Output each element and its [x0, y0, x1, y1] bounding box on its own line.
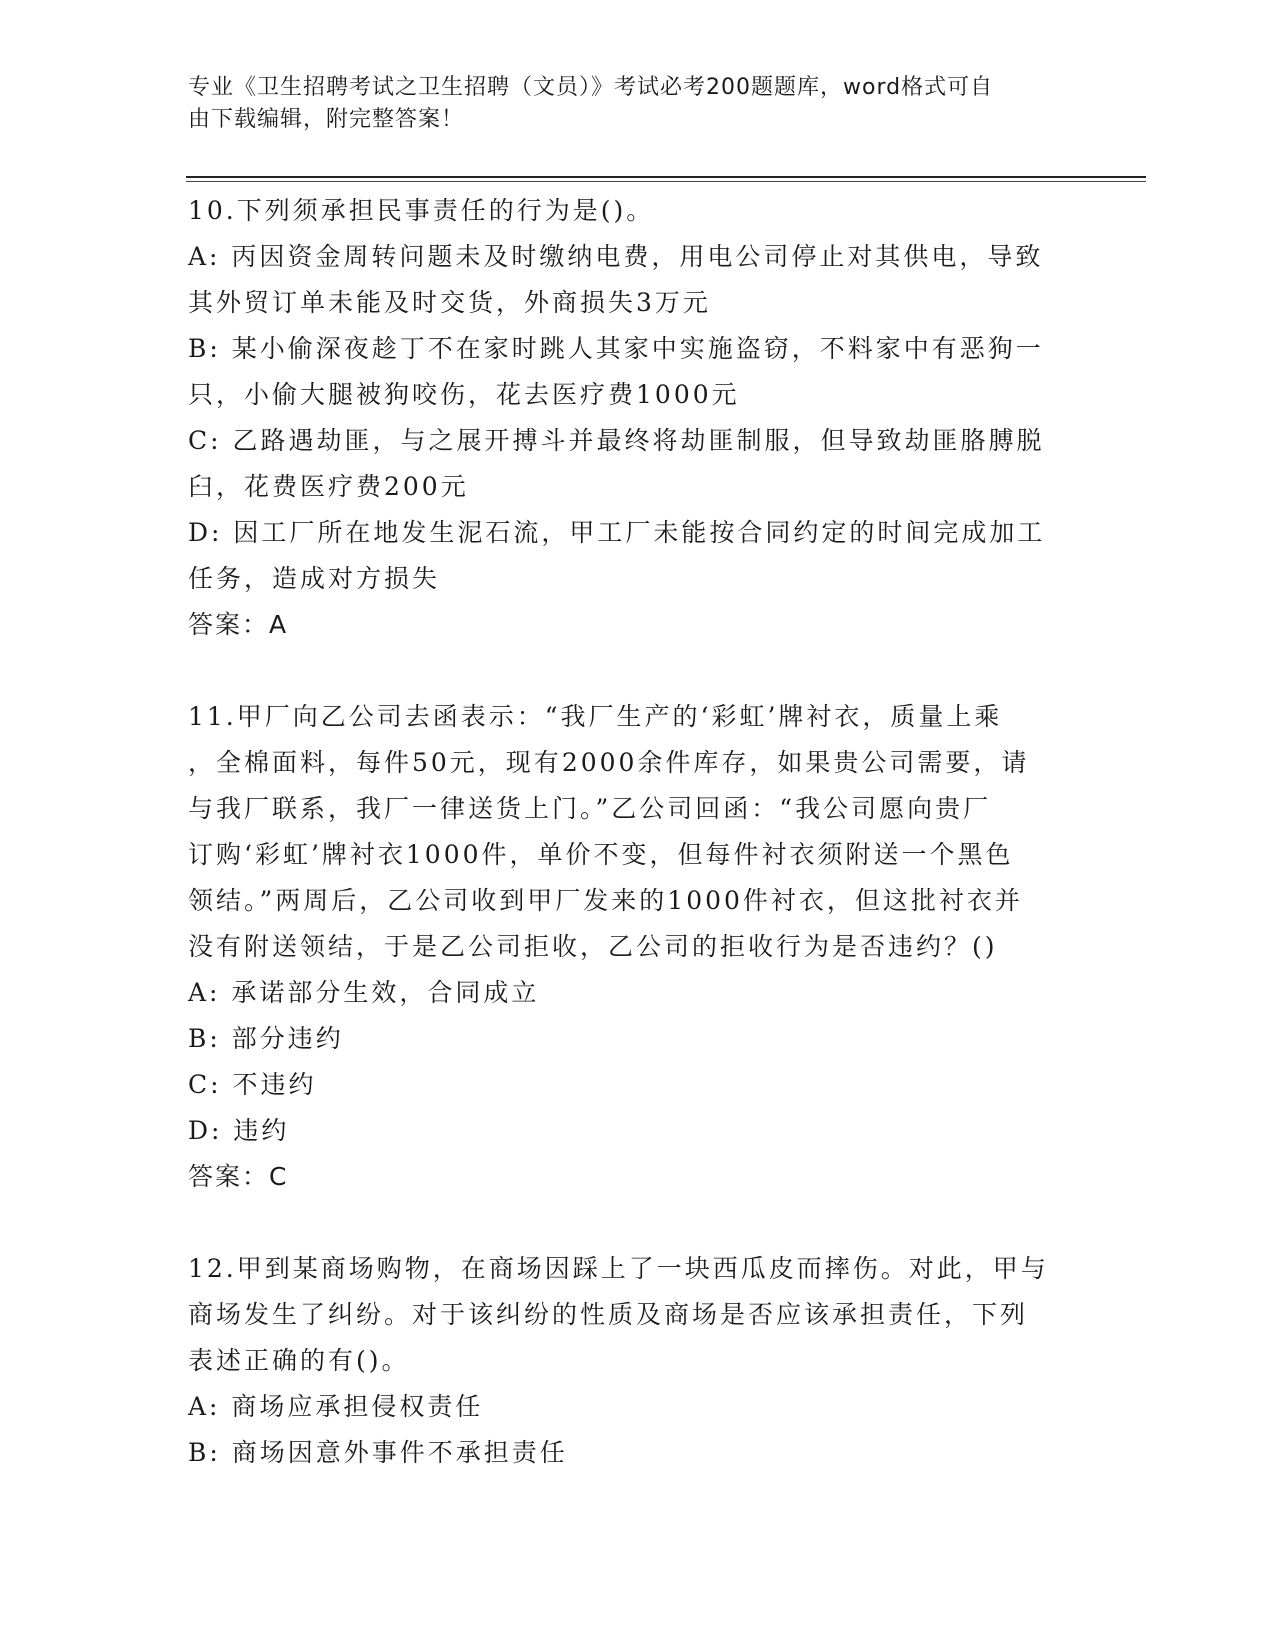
option-a-line-1: A: 丙因资金周转问题未及时缴纳电费，用电公司停止对其供电，导致 — [188, 242, 1044, 271]
option-b: B: 商场因意外事件不承担责任 — [188, 1438, 568, 1467]
option-b-line-1: B: 某小偷深夜趁丁不在家时跳人其家中实施盗窃，不料家中有恶狗一 — [188, 334, 1044, 363]
document-header — [188, 72, 1068, 136]
question-stem-line-2: 商场发生了纠纷。对于该纠纷的性质及商场是否应该承担责任，下列 — [188, 1300, 1029, 1329]
question-stem-line-1: 12.甲到某商场购物，在商场因踩上了一块西瓜皮而摔伤。对此，甲与 — [188, 1254, 1049, 1283]
question-stem-line-2: ，全棉面料，每件50元，现有2000余件库存，如果贵公司需要，请 — [188, 748, 1030, 777]
option-c-line-2: 臼，花费医疗费200元 — [188, 472, 469, 501]
option-d-line-1: D: 因工厂所在地发生泥石流，甲工厂未能按合同约定的时间完成加工 — [188, 518, 1046, 547]
option-c: C: 不违约 — [188, 1070, 317, 1099]
option-d-line-2: 任务，造成对方损失 — [188, 564, 441, 593]
option-a-line-2: 其外贸订单未能及时交货，外商损失3万元 — [188, 288, 711, 317]
question-11 — [188, 694, 1088, 1200]
question-stem: 10.下列须承担民事责任的行为是()。 — [188, 196, 655, 225]
question-stem-line-4: 订购‘彩虹’牌衬衣1000件，单价不变，但每件衬衣须附送一个黑色 — [188, 840, 1014, 869]
question-list — [188, 188, 1088, 1522]
question-stem-line-5: 领结。”两周后，乙公司收到甲厂发来的1000件衬衣，但这批衬衣并 — [188, 886, 1023, 915]
option-d: D: 违约 — [188, 1116, 290, 1145]
question-stem-line-6: 没有附送领结，于是乙公司拒收，乙公司的拒收行为是否违约？() — [188, 932, 998, 961]
option-b-line-2: 只，小偷大腿被狗咬伤，花去医疗费1000元 — [188, 380, 740, 409]
answer-label: 答案：C — [188, 1162, 289, 1191]
header-divider-thick — [186, 176, 1146, 178]
question-stem-line-1: 11.甲厂向乙公司去函表示：“我厂生产的‘彩虹’牌衬衣，质量上乘 — [188, 702, 1003, 731]
answer-label: 答案：A — [188, 610, 289, 639]
question-12 — [188, 1246, 1088, 1476]
question-stem-line-3: 与我厂联系，我厂一律送货上门。”乙公司回函：“我公司愿向贵厂 — [188, 794, 992, 823]
option-a: A: 承诺部分生效，合同成立 — [188, 978, 540, 1007]
option-c-line-1: C: 乙路遇劫匪，与之展开搏斗并最终将劫匪制服，但导致劫匪胳膊脱 — [188, 426, 1045, 455]
header-line-2: 由下载编辑，附完整答案！ — [188, 107, 465, 132]
question-stem-line-3: 表述正确的有()。 — [188, 1346, 410, 1375]
option-a: A: 商场应承担侵权责任 — [188, 1392, 484, 1421]
question-10 — [188, 188, 1088, 648]
option-b: B: 部分违约 — [188, 1024, 344, 1053]
header-line-1: 专业《卫生招聘考试之卫生招聘（文员）》考试必考200题题库，word格式可自 — [188, 75, 994, 100]
header-divider-thin — [186, 181, 1146, 182]
